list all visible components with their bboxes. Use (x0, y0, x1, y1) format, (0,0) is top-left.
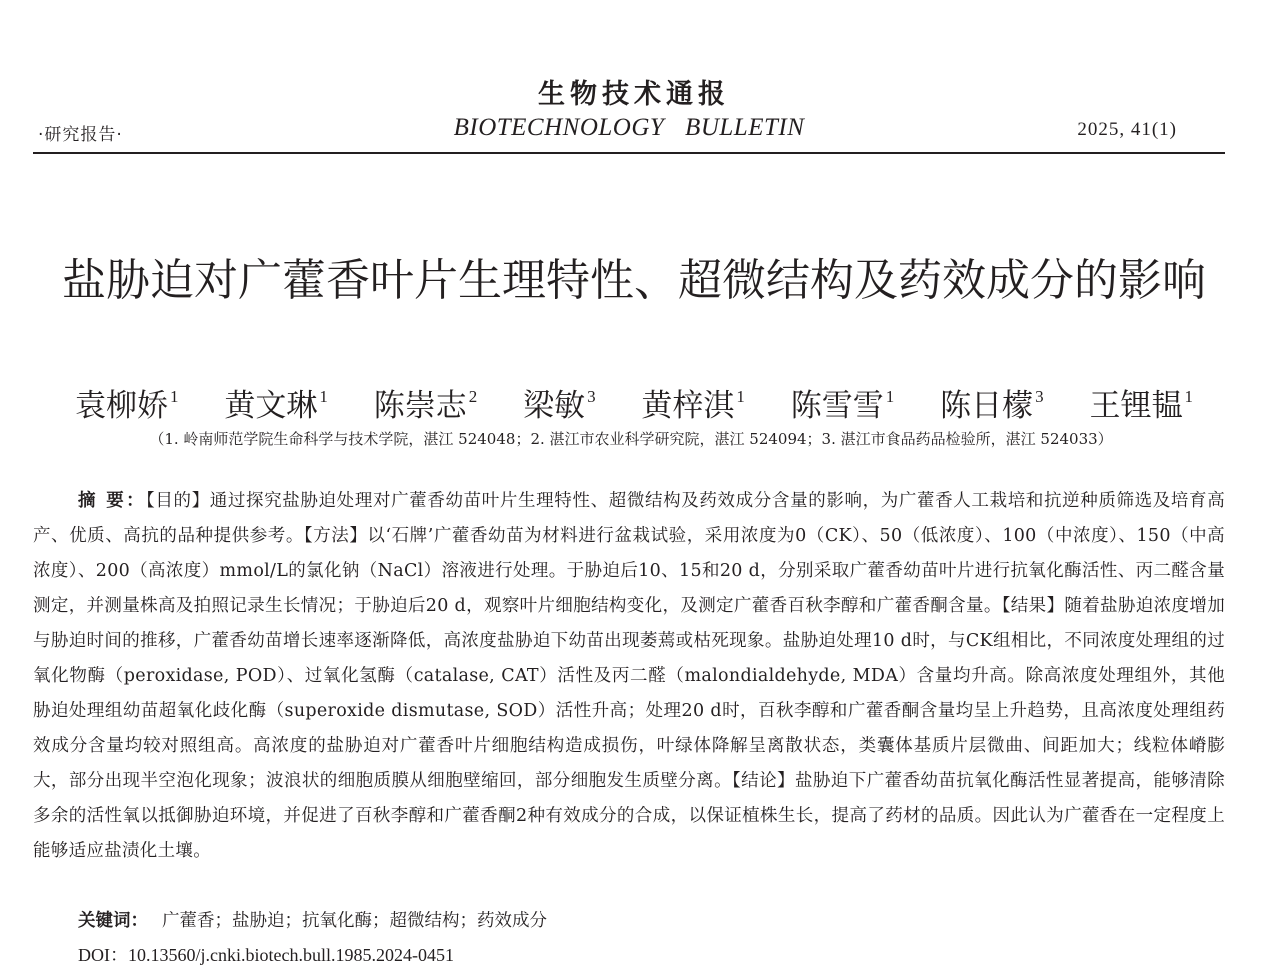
keywords-text: 广藿香；盐胁迫；抗氧化酶；超微结构；药效成分 (162, 911, 547, 931)
keywords-label: 关键词： (78, 911, 148, 931)
author-name: 袁柳娇 (74, 388, 168, 424)
article-title: 盐胁迫对广藿香叶片生理特性、超微结构及药效成分的影响 (62, 255, 1206, 307)
author (1090, 380, 1194, 425)
affiliations: （1. 岭南师范学院生命科学与技术学院，湛江 524048；2. 湛江市农业科学研究院，湛江 524094；3. 湛江市食品药品检验所，湛江 524033） (149, 430, 1113, 448)
author-list (0, 380, 1268, 425)
header-divider (33, 152, 1225, 154)
author-name: 梁敏 (523, 388, 586, 424)
journal-header (33, 112, 1225, 144)
author-affiliation-mark: 1 (319, 387, 328, 406)
abstract (33, 484, 1225, 869)
author-affiliation-mark: 1 (736, 387, 745, 406)
author (523, 380, 596, 425)
author-affiliation-mark: 1 (885, 387, 895, 406)
doi: DOI：10.13560/j.cnki.biotech.bull.1985.2024-0451 (78, 945, 454, 965)
author-name: 黄梓淇 (641, 388, 735, 424)
keywords (78, 904, 547, 939)
author (940, 380, 1044, 425)
author-name: 陈雪雪 (790, 388, 884, 424)
abstract-label: 摘 要： (78, 491, 146, 511)
author-affiliation-mark: 1 (1184, 387, 1193, 406)
journal-name-cn: 生物技术通报 (538, 79, 730, 110)
author (641, 380, 745, 425)
author-name: 陈崇志 (373, 388, 467, 424)
author (224, 380, 328, 425)
journal-name-en: BIOTECHNOLOGY BULLETIN (453, 114, 805, 141)
section-label: ·研究报告· (38, 125, 123, 145)
author (791, 380, 895, 425)
issue-info: 2025, 41(1) (1077, 119, 1177, 140)
author-name: 陈日檬 (940, 388, 1034, 424)
author-affiliation-mark: 1 (169, 387, 179, 406)
abstract-text: 【目的】通过探究盐胁迫处理对广藿香幼苗叶片生理特性、超微结构及药效成分含量的影响，为广藿香人工栽培和抗逆种质筛选及培育高产、优质、高抗的品种提供参考。【方法】以‘石牌’广藿香幼苗为材料进行盆栽试验，采用浓度为0（CK）、50（低浓度）、100（中浓度）、150（中高浓度）、200（高浓度）mmol/L的氯化钠（NaCl）溶液进行处理。于胁迫后10、15和20 d，分别采取广藿香幼苗叶片进行抗氧化酶活性、丙二醛含量测定，并测量株高及拍照记录生长情况；于胁迫后20 d，观察叶片细胞结构变化，及测定广藿香百秋李醇和广藿香酮含量。【结果】随着盐胁迫浓度增加与胁迫时间的推移，广藿香幼苗增长速率逐渐降低，高浓度盐胁迫下幼苗出现萎蔫或枯死现象。盐胁迫处理10 d时，与CK组相比，不同浓度处理组的过氧化物酶（peroxidase, POD）、过氧化氢酶（catalase, CAT）活性及丙二醛（malondialdehyde, MDA）含量均升高。除高浓度处理组外，其他胁迫处理组幼苗超氧化歧化酶（superoxide dismutase, SOD）活性升高；处理20 d时，百秋李醇和广藿香酮含量均呈上升趋势，且高浓度处理组药效成分含量均较对照组高。高浓度的盐胁迫对广藿香叶片细胞结构造成损伤，叶绿体降解呈离散状态，类囊体基质片层微曲、间距加大；线粒体嵴膨大，部分出现半空泡化现象；波浪状的细胞质膜从细胞壁缩回，部分细胞发生质壁分离。【结论】盐胁迫下广藿香幼苗抗氧化酶活性显著提高，能够清除多余的活性氧以抵御胁迫环境，并促进了百秋李醇和广藿香酮2种有效成分的合成，以保证植株生长，提高了药材的品质。因此认为广藿香在一定程度上能够适应盐渍化土壤。 (33, 491, 1225, 861)
author-affiliation-mark: 2 (468, 387, 478, 406)
author (75, 380, 179, 425)
author-affiliation-mark: 3 (1035, 387, 1044, 406)
author-affiliation-mark: 3 (587, 387, 596, 406)
author-name: 王锂韫 (1089, 388, 1183, 424)
author-name: 黄文琳 (224, 388, 318, 424)
author (374, 380, 478, 425)
